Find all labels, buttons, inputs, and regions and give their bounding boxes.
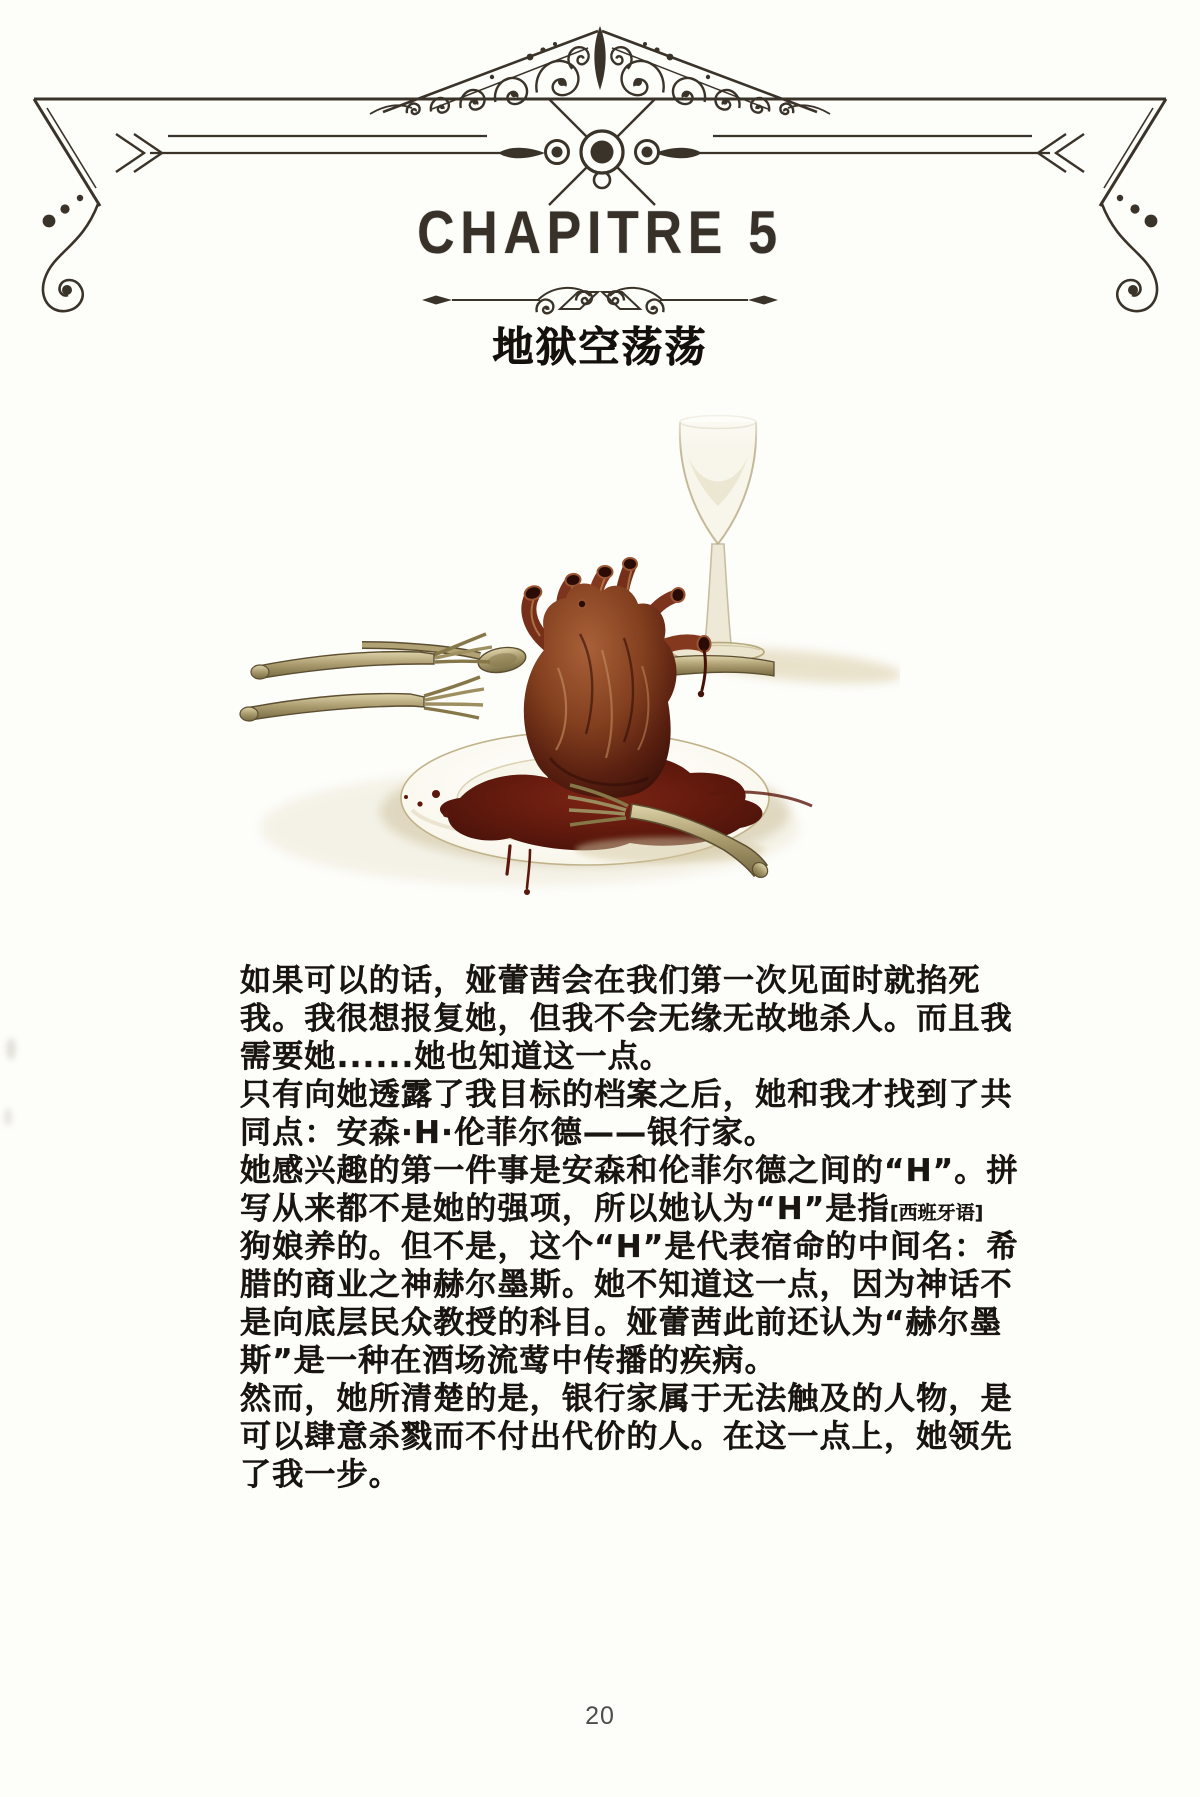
text-line: 可以肆意杀戮而不付出代价的人。在这一点上，她领先 xyxy=(240,1419,1013,1455)
text-line: 她感兴趣的第一件事是安森和伦菲尔德之间的“H”。拼 xyxy=(240,1153,1019,1189)
chapter-title: 地狱空荡荡 xyxy=(492,323,708,371)
fork-left-lower xyxy=(240,677,484,721)
paper-artifact xyxy=(6,1038,16,1060)
text-line: 我。我很想报复她，但我不会无缘无故地杀人。而且我 xyxy=(240,1001,1013,1037)
text-line xyxy=(240,1190,984,1228)
header-ornament xyxy=(0,0,1200,330)
text-line: 如果可以的话，娅蕾茜会在我们第一次见面时就掐死 xyxy=(240,963,981,999)
center-medallion xyxy=(546,99,659,205)
text-line: 是向底层民众教授的科目。娅蕾茜此前还认为“赫尔墨 xyxy=(240,1305,1003,1341)
text-line: 腊的商业之神赫尔墨斯。她不知道这一点，因为神话不 xyxy=(240,1267,1013,1303)
text-line: 然而，她所清楚的是，银行家属于无法触及的人物，是 xyxy=(240,1381,1013,1417)
text-line: 斯”是一种在酒场流莺中传播的疾病。 xyxy=(240,1343,777,1379)
text-line: 需要她......她也知道这一点。 xyxy=(240,1039,673,1075)
text-line: 狗娘养的。但不是，这个“H”是代表宿命的中间名：希 xyxy=(240,1229,1019,1265)
text-line-main: 写从来都不是她的强项，所以她认为“H”是指 xyxy=(240,1191,890,1227)
fork-left-upper xyxy=(251,634,492,679)
text-line: 了我一步。 xyxy=(240,1457,401,1493)
crest-center-finial xyxy=(594,26,605,90)
text-line: 只有向她透露了我目标的档案之后，她和我才找到了共 xyxy=(240,1077,1013,1113)
body-text xyxy=(240,962,1019,1494)
language-note: [西班牙语] xyxy=(889,1202,984,1224)
text-line: 同点：安森·H·伦菲尔德——银行家。 xyxy=(240,1115,777,1151)
heart-on-plate-illustration xyxy=(150,398,900,898)
chapter-label: CHAPITRE 5 xyxy=(417,199,783,267)
page-number: 20 xyxy=(585,1702,615,1730)
paper-artifact xyxy=(4,1108,12,1126)
wine-glass xyxy=(646,398,796,662)
